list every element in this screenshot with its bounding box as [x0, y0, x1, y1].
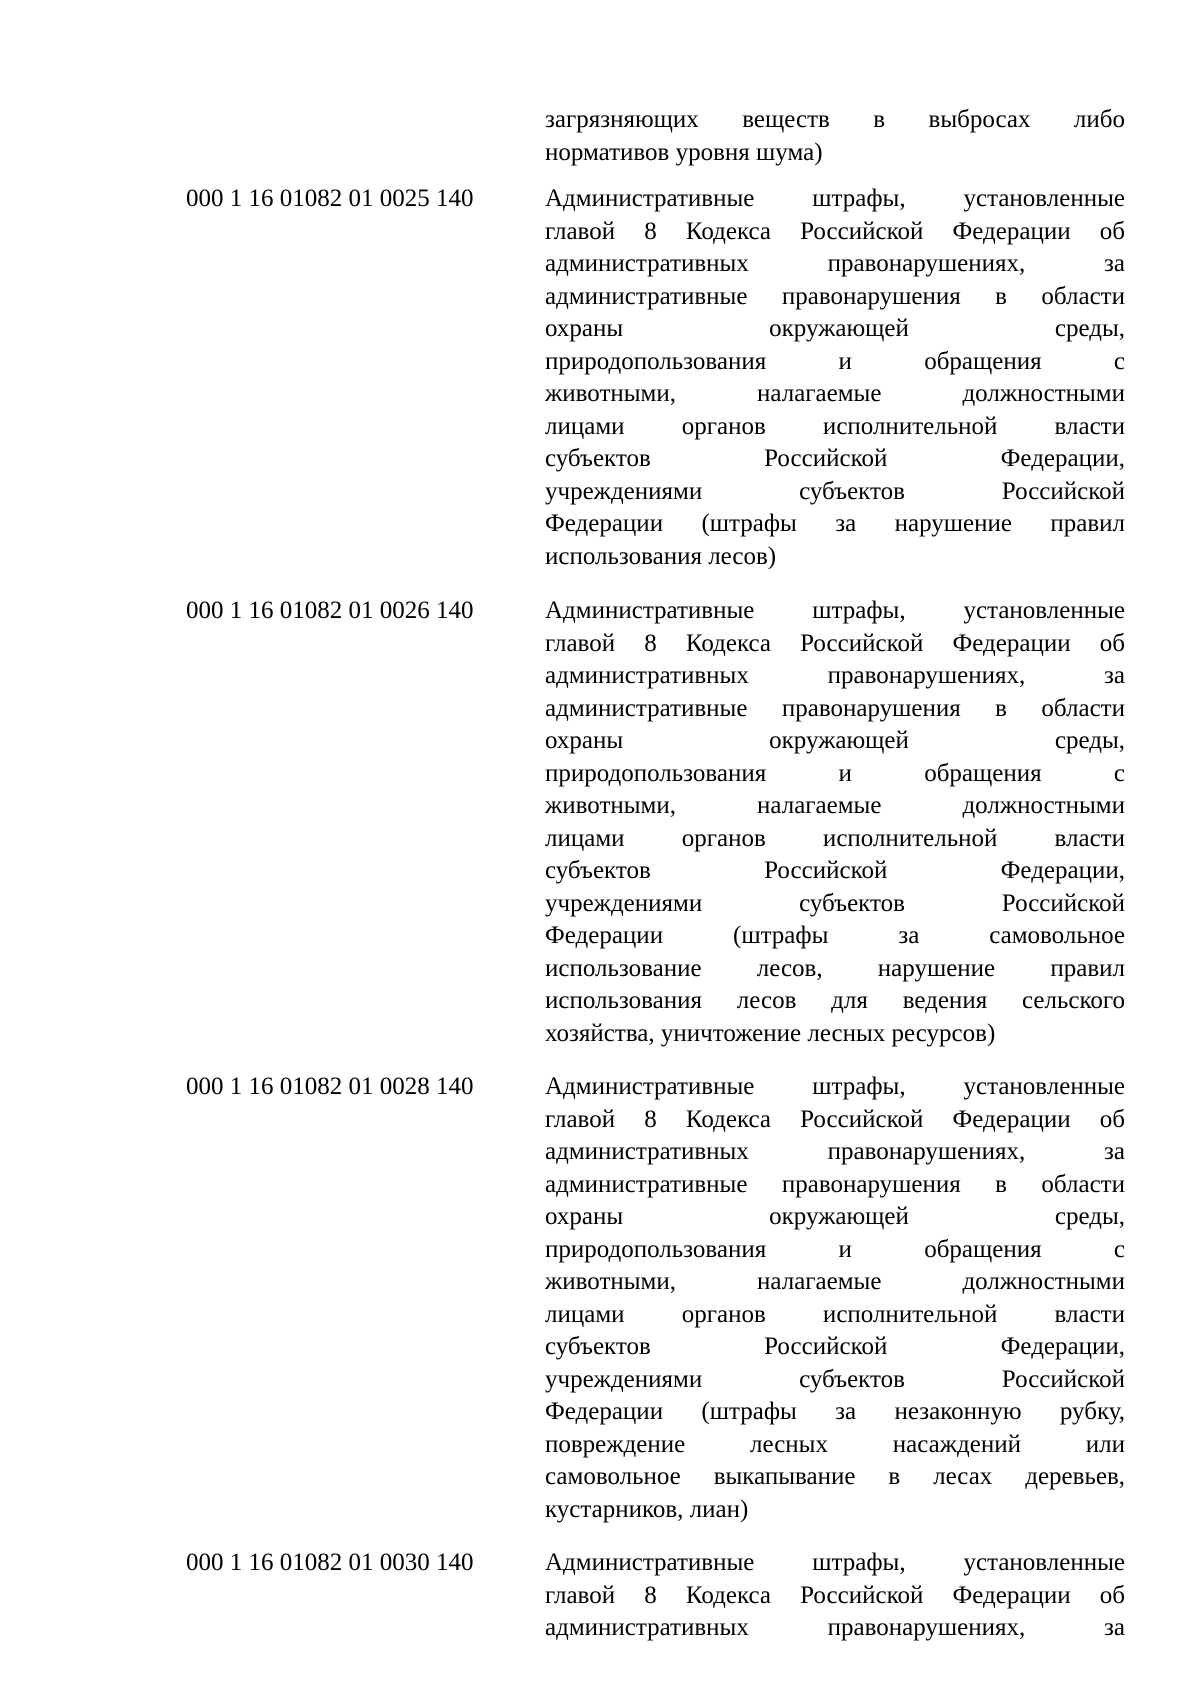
kbk-code: 000 1 16 01082 01 0025 140	[186, 185, 474, 212]
desc-line: животными, налагаемые должностными	[545, 380, 1125, 407]
kbk-code: 000 1 16 01082 01 0028 140	[186, 1073, 474, 1100]
desc-line: учреждениями субъектов Российской	[545, 889, 1125, 917]
desc-line: учреждениями субъектов Российской	[545, 1365, 1125, 1393]
desc-line: нормативов уровня шума)	[545, 138, 823, 166]
desc-line: природопользования и обращения с	[545, 1235, 1125, 1263]
desc-line: охраны окружающей среды,	[545, 727, 1125, 754]
desc-line: повреждение лесных насаждений или	[545, 1430, 1125, 1458]
desc-line: административные правонарушения в области	[545, 1170, 1125, 1198]
desc-line: лицами органов исполнительной власти	[545, 412, 1125, 440]
desc-line: административные правонарушения в области	[545, 694, 1125, 722]
kbk-description	[545, 595, 1125, 1050]
desc-line: Административные штрафы, установленные	[545, 597, 1125, 624]
desc-line: животными, налагаемые должностными	[545, 792, 1125, 819]
desc-line: самовольное выкапывание в лесах деревьев,	[545, 1463, 1125, 1490]
kbk-code: 000 1 16 01082 01 0026 140	[186, 597, 474, 624]
desc-line: административных правонарушениях, за	[545, 1138, 1125, 1165]
desc-line: Федерации (штрафы за нарушение правил	[545, 510, 1125, 537]
desc-line: использования лесов)	[545, 542, 777, 570]
desc-line: охраны окружающей среды,	[545, 315, 1125, 342]
desc-line: животными, налагаемые должностными	[545, 1268, 1125, 1295]
desc-line: учреждениями субъектов Российской	[545, 477, 1125, 505]
desc-line: природопользования и обращения с	[545, 759, 1125, 787]
desc-line: хозяйства, уничтожение лесных ресурсов)	[545, 1019, 996, 1047]
desc-line: субъектов Российской Федерации,	[545, 1333, 1125, 1360]
desc-line: административных правонарушениях, за	[545, 250, 1125, 277]
desc-line: главой 8 Кодекса Российской Федерации об	[545, 1105, 1125, 1133]
desc-line: охраны окружающей среды,	[545, 1203, 1125, 1230]
desc-line: главой 8 Кодекса Российской Федерации об	[545, 629, 1125, 657]
kbk-description	[545, 1071, 1125, 1526]
desc-line: использование лесов, нарушение правил	[545, 954, 1125, 982]
kbk-description	[545, 183, 1125, 573]
desc-line: использования лесов для ведения сельского	[545, 987, 1125, 1014]
desc-line: загрязняющих веществ в выбросах либо	[545, 106, 1125, 133]
desc-line: главой 8 Кодекса Российской Федерации об	[545, 1581, 1125, 1609]
desc-line: природопользования и обращения с	[545, 347, 1125, 375]
desc-line: главой 8 Кодекса Российской Федерации об	[545, 217, 1125, 245]
desc-line: Административные штрафы, установленные	[545, 185, 1125, 212]
kbk-description	[545, 1547, 1125, 1645]
desc-line: кустарников, лиан)	[545, 1495, 749, 1523]
desc-line: административные правонарушения в области	[545, 282, 1125, 310]
desc-line: субъектов Российской Федерации,	[545, 445, 1125, 472]
desc-line: лицами органов исполнительной власти	[545, 1300, 1125, 1328]
desc-line: Административные штрафы, установленные	[545, 1073, 1125, 1100]
desc-line: административных правонарушениях, за	[545, 1614, 1125, 1641]
continuation-text	[545, 104, 1125, 169]
kbk-code: 000 1 16 01082 01 0030 140	[186, 1549, 474, 1576]
desc-line: субъектов Российской Федерации,	[545, 857, 1125, 884]
desc-line: Административные штрафы, установленные	[545, 1549, 1125, 1576]
desc-line: административных правонарушениях, за	[545, 662, 1125, 689]
desc-line: лицами органов исполнительной власти	[545, 824, 1125, 852]
desc-line: Федерации (штрафы за незаконную рубку,	[545, 1398, 1125, 1425]
desc-line: Федерации (штрафы за самовольное	[545, 922, 1125, 949]
